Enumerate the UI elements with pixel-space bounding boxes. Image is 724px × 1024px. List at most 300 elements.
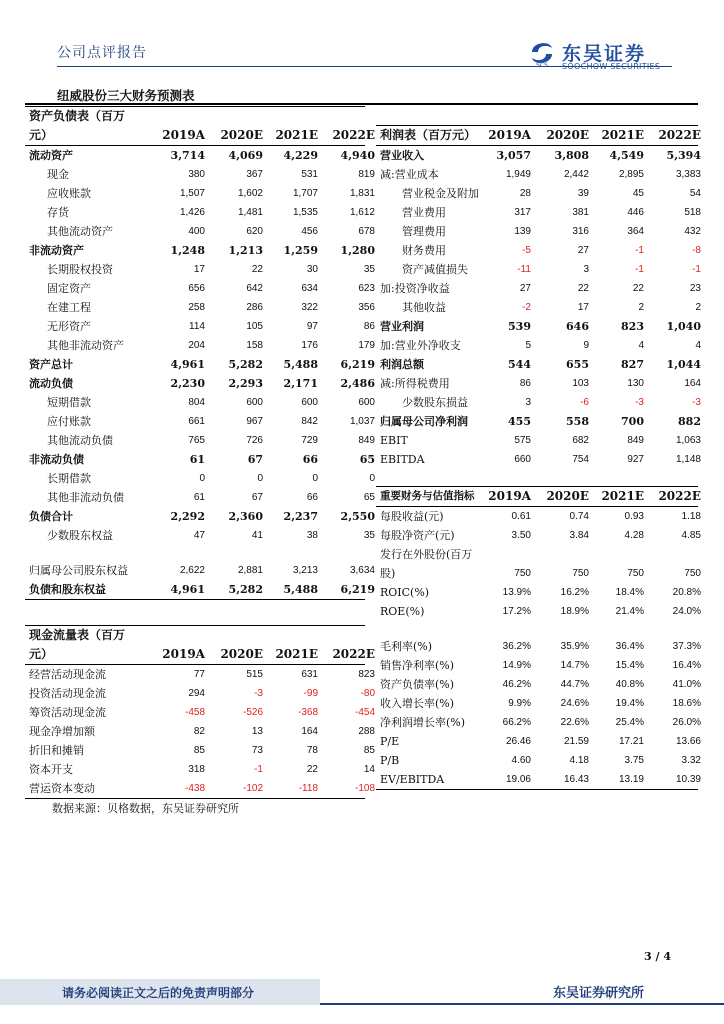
cell-value: 2,550 [340,510,375,523]
cell-value: 204 [188,340,205,351]
cell-value: 2,230 [170,377,205,390]
row-label: 其他非流动资产 [47,339,124,352]
table-row [376,507,701,526]
cell-value: 16.43 [563,774,589,785]
cell-value: 4,961 [170,358,205,371]
cell-value: 139 [514,226,531,237]
row-label: 营业税金及附加 [402,187,479,200]
cell-value: 600 [358,397,375,408]
cell-value: 9.9% [508,698,531,709]
table-row [25,469,375,488]
cell-value: 14 [363,764,375,775]
table-row [376,355,701,374]
cell-value: 26.46 [505,736,531,747]
cell-value: 82 [193,726,205,737]
table-row [25,450,375,469]
cell-value: 0.61 [511,511,531,522]
cell-value: 4,961 [170,583,205,596]
document-title: 纽威股份三大财务预测表 [57,88,195,103]
cell-value: 114 [189,321,205,332]
cell-value: 2,486 [340,377,375,390]
cell-value: 27 [519,283,531,294]
table-row [25,203,375,222]
row-label: 其他流动资产 [47,225,113,238]
row-label: 营运资本变动 [29,782,95,795]
cell-value: 518 [684,207,701,218]
cell-value: -3 [635,397,644,408]
cell-value: 65 [359,453,375,466]
cell-value: -458 [184,707,205,718]
cell-value: 45 [632,188,644,199]
table-row [376,751,701,770]
cell-value: 78 [306,745,318,756]
cell-value: 26.0% [672,717,701,728]
table-row [376,583,701,602]
row-label: ROIC(%) [380,586,430,599]
row-label: 股) [380,567,396,580]
row-label: 现金 [47,168,69,181]
cell-value: 2,360 [228,510,263,523]
table-row [25,561,375,580]
cell-value: 97 [306,321,318,332]
table-row [25,580,375,600]
cell-value: -454 [354,707,375,718]
cell-value: 18.9% [560,606,589,617]
table-row [376,222,701,241]
company-logo [528,38,678,74]
cell-value: 316 [572,226,589,237]
year-header: 2021E [275,647,318,661]
cell-value: 35 [363,264,375,275]
row-label: 其他收益 [402,301,446,314]
cell-value: 455 [508,415,531,428]
cell-value: 3.50 [511,530,531,541]
row-label: 流动资产 [29,149,73,162]
cell-value: 823 [358,669,375,680]
cell-value: 750 [684,568,701,579]
cell-value: 456 [301,226,318,237]
year-header: 2020E [546,489,589,503]
table-row [25,184,375,203]
cell-value: 66 [306,492,318,503]
table-row [376,637,701,656]
row-label: 每股净资产(元) [380,529,455,542]
cell-value: 1,949 [505,169,531,180]
cell-value: -80 [360,688,375,699]
balance-header-row-1 [25,106,365,126]
cell-value: 2,881 [237,565,263,576]
cell-value: 318 [188,764,205,775]
cell-value: 28 [519,188,531,199]
cell-value: 1,259 [283,244,318,257]
cell-value: 65 [363,492,375,503]
cell-value: 620 [246,226,263,237]
cell-value: 24.0% [672,606,701,617]
table-row [376,317,701,336]
row-label: 资产减值损失 [402,263,468,276]
cell-value: 600 [301,397,318,408]
cell-value: 1,602 [237,188,263,199]
cell-value: 804 [188,397,205,408]
row-label: P/E [380,735,400,748]
row-label: 在建工程 [47,301,91,314]
cell-value: 288 [358,726,375,737]
income-title: 利润表（百万元） [380,128,477,142]
cell-value: 882 [678,415,701,428]
cell-value: 631 [301,669,318,680]
table-row [376,165,701,184]
row-label: EV/EBITDA [380,773,445,786]
row-label: 归属母公司股东权益 [29,564,128,577]
row-label: 短期借款 [47,396,91,409]
svg-text:SCS: SCS [536,62,548,68]
cell-value: 22 [577,283,589,294]
year-header: 2020E [220,647,263,661]
cell-value: 356 [358,302,375,313]
table-row [376,393,701,412]
table-row [25,665,375,684]
cell-value: 0 [369,473,375,484]
row-label: 销售净利率(%) [380,659,455,672]
cell-value: 2,622 [179,565,205,576]
row-label: 利润总额 [380,358,424,371]
cashflow-header-row [25,645,375,665]
cell-value: 823 [621,320,644,333]
cell-value: 85 [363,745,375,756]
cell-value: 446 [627,207,644,218]
row-label: 长期股权投资 [47,263,113,276]
cell-value: 4.60 [511,755,531,766]
cell-value: 849 [627,435,644,446]
table-row [376,694,701,713]
year-header: 2021E [601,489,644,503]
cell-value: 1,707 [292,188,318,199]
table-row [25,241,375,260]
cell-value: -1 [635,245,644,256]
cell-value: 4 [638,340,644,351]
year-header: 2022E [658,128,701,142]
cell-value: 77 [193,669,205,680]
row-label: 折旧和摊销 [29,744,84,757]
table-row [25,722,375,741]
table-row [25,317,375,336]
cell-value: -3 [254,688,263,699]
table-row [376,260,701,279]
cell-value: -118 [298,783,318,794]
cell-value: 36.2% [502,641,531,652]
cell-value: 1.18 [681,511,701,522]
cell-value: 10.39 [675,774,701,785]
table-row [25,165,375,184]
row-label: 经营活动现金流 [29,668,106,681]
cell-value: 754 [572,454,589,465]
row-label: 流动负债 [29,377,73,390]
year-header: 2019A [162,647,205,661]
row-label: 减:营业成本 [380,168,439,181]
cell-value: 13.9% [502,587,531,598]
cell-value: -438 [184,783,205,794]
cell-value: 35.9% [560,641,589,652]
income-header-row [376,125,701,146]
financial-ratios-table [376,486,701,790]
cell-value: 750 [572,568,589,579]
table-row [376,412,701,431]
cell-value: 1,213 [228,244,263,257]
cell-value: 22 [251,264,263,275]
cell-value: 4,940 [340,149,375,162]
cell-value: 682 [572,435,589,446]
row-label: 每股收益(元) [380,510,444,523]
table-row [376,184,701,203]
cell-value: 5 [525,340,531,351]
cell-value: 85 [193,745,205,756]
table-row [376,656,701,675]
cell-value: 3.32 [681,755,701,766]
cell-value: 5,394 [666,149,701,162]
cell-value: -526 [242,707,263,718]
row-label: 营业收入 [380,149,424,162]
cell-value: 0 [257,473,263,484]
cell-value: 1,044 [666,358,701,371]
cell-value: 1,037 [349,416,375,427]
cell-value: 0.74 [569,511,589,522]
cell-value: 515 [246,669,263,680]
ratios-title: 重要财务与估值指标 [380,490,475,502]
row-label: 发行在外股份(百万 [380,548,473,561]
table-row [25,336,375,355]
table-row [376,241,701,260]
cell-value: 367 [246,169,263,180]
table-row [25,260,375,279]
cell-value: -102 [242,783,263,794]
footer-divider [320,1003,724,1005]
data-source-note: 数据来源：贝格数据，东吴证券研究所 [52,802,239,815]
cell-value: 3,383 [675,169,701,180]
cell-value: 30 [306,264,318,275]
table-row [25,507,375,526]
row-label: 非流动资产 [29,244,84,257]
logo-text-en: SOOCHOW SECURITIES [562,62,661,71]
table-row-label-cont [376,545,698,564]
balance-title-cont: 元） [29,128,54,142]
row-label: 加:营业外净收支 [380,339,461,352]
cell-value: 364 [627,226,644,237]
cell-value: 37.3% [672,641,701,652]
cell-value: 22 [632,283,644,294]
cell-value: 1,063 [675,435,701,446]
cell-value: 729 [301,435,318,446]
table-row [25,298,375,317]
table-row [25,146,375,165]
cell-value: 66 [302,453,318,466]
cell-value: 54 [689,188,701,199]
row-label: 存货 [47,206,69,219]
cell-value: 678 [358,226,375,237]
cell-value: 19.4% [615,698,644,709]
cell-value: 20.8% [672,587,701,598]
cell-value: 380 [188,169,205,180]
cash-flow-table [25,625,375,799]
table-row [376,770,701,790]
cell-value: 4 [695,340,701,351]
cell-value: 750 [514,568,531,579]
cell-value: 400 [188,226,205,237]
cell-value: 3,808 [554,149,589,162]
table-row [25,279,375,298]
cell-value: 849 [358,435,375,446]
table-row [25,412,375,431]
year-header: 2022E [332,647,375,661]
table-row [25,526,375,545]
table-row [25,779,375,799]
row-label: EBITDA [380,453,425,466]
cell-value: -3 [692,397,701,408]
cell-value: 1,040 [666,320,701,333]
cell-value: 44.7% [560,679,589,690]
year-header: 2021E [275,128,318,142]
cell-value: -108 [354,783,375,794]
cell-value: 842 [301,416,318,427]
cell-value: 927 [627,454,644,465]
cell-value: 130 [627,378,644,389]
cell-value: 623 [358,283,375,294]
cell-value: 61 [193,492,205,503]
cell-value: 634 [301,283,318,294]
logo-text-cn: 东吴证券 [562,43,647,65]
cell-value: 17.2% [502,606,531,617]
cell-value: 5,488 [283,358,318,371]
cell-value: 1,507 [179,188,205,199]
row-label: 无形资产 [47,320,91,333]
table-row [25,431,375,450]
row-label: 毛利率(%) [380,640,433,653]
row-label: 固定资产 [47,282,91,295]
cell-value: 819 [358,169,375,180]
row-label: 少数股东权益 [47,529,113,542]
row-label: 长期借款 [47,472,91,485]
cell-value: 4,069 [228,149,263,162]
cell-value: 3.75 [624,755,644,766]
cell-value: 381 [572,207,589,218]
row-label: 其他非流动负债 [47,491,124,504]
cell-value: 4,229 [283,149,318,162]
row-label: P/B [380,754,400,767]
cell-value: 2,292 [170,510,205,523]
table-row [25,355,375,374]
cell-value: 531 [301,169,318,180]
title-divider [25,103,698,105]
row-label: ROE(%) [380,605,425,618]
cell-value: 1,831 [349,188,375,199]
table-row [376,431,701,450]
year-header: 2022E [332,128,375,142]
table-row [376,146,701,165]
row-label: 应收账款 [47,187,91,200]
cell-value: -8 [692,245,701,256]
row-label: 净利润增长率(%) [380,716,466,729]
cashflow-title: 现金流量表（百万 [29,628,126,642]
cell-value: 2,293 [228,377,263,390]
cell-value: 14.9% [502,660,531,671]
row-label: 加:投资净收益 [380,282,450,295]
table-row [25,760,375,779]
row-label: 营业利润 [380,320,424,333]
table-row [376,602,701,621]
cell-value: 726 [246,435,263,446]
cell-value: 558 [566,415,589,428]
table-row [25,374,375,393]
cell-value: 13 [251,726,263,737]
cell-value: 67 [251,492,263,503]
cell-value: 765 [188,435,205,446]
cell-value: 0.93 [624,511,644,522]
cell-value: 105 [246,321,263,332]
table-row [376,336,701,355]
cell-value: 47 [193,530,205,541]
table-row [376,279,701,298]
cell-value: 176 [301,340,318,351]
cell-value: 539 [508,320,531,333]
cell-value: 4,549 [609,149,644,162]
cell-value: 5,282 [228,358,263,371]
cell-value: 9 [583,340,589,351]
cell-value: 2,171 [283,377,318,390]
row-label: 减:所得税费用 [380,377,450,390]
cell-value: 642 [246,283,263,294]
cell-value: 66.2% [502,717,531,728]
cell-value: 827 [621,358,644,371]
cell-value: 24.6% [560,698,589,709]
cell-value: 86 [363,321,375,332]
table-row [376,732,701,751]
row-label: 负债合计 [29,510,73,523]
row-label: 非流动负债 [29,453,84,466]
cell-value: 432 [684,226,701,237]
cell-value: 164 [301,726,318,737]
cell-value: -6 [580,397,589,408]
table-row [25,393,375,412]
table-row [25,741,375,760]
cell-value: 16.2% [560,587,589,598]
cell-value: 655 [566,358,589,371]
cell-value: 750 [627,568,644,579]
cell-value: 27 [577,245,589,256]
report-type: 公司点评报告 [57,45,147,61]
cell-value: 286 [246,302,263,313]
row-label: EBIT [380,434,408,447]
table-row [25,488,375,507]
cashflow-title-cont: 元） [29,647,54,661]
year-header: 2019A [488,489,531,503]
cell-value: 17 [577,302,589,313]
cell-value: 317 [514,207,531,218]
cell-value: 3 [525,397,531,408]
cell-value: 17.21 [618,736,644,747]
cell-value: -11 [517,264,531,275]
cell-value: 17 [193,264,205,275]
cell-value: 294 [188,688,205,699]
cell-value: 41.0% [672,679,701,690]
table-row [376,564,701,583]
disclaimer-note: 请务必阅读正文之后的免责声明部分 [62,986,255,1000]
cell-value: -1 [254,764,263,775]
cell-value: -368 [297,707,318,718]
cashflow-header-row-1 [25,625,365,645]
cell-value: 3,213 [292,565,318,576]
balance-title: 资产负债表（百万 [29,109,126,123]
cell-value: 23 [689,283,701,294]
cell-value: 5,282 [228,583,263,596]
